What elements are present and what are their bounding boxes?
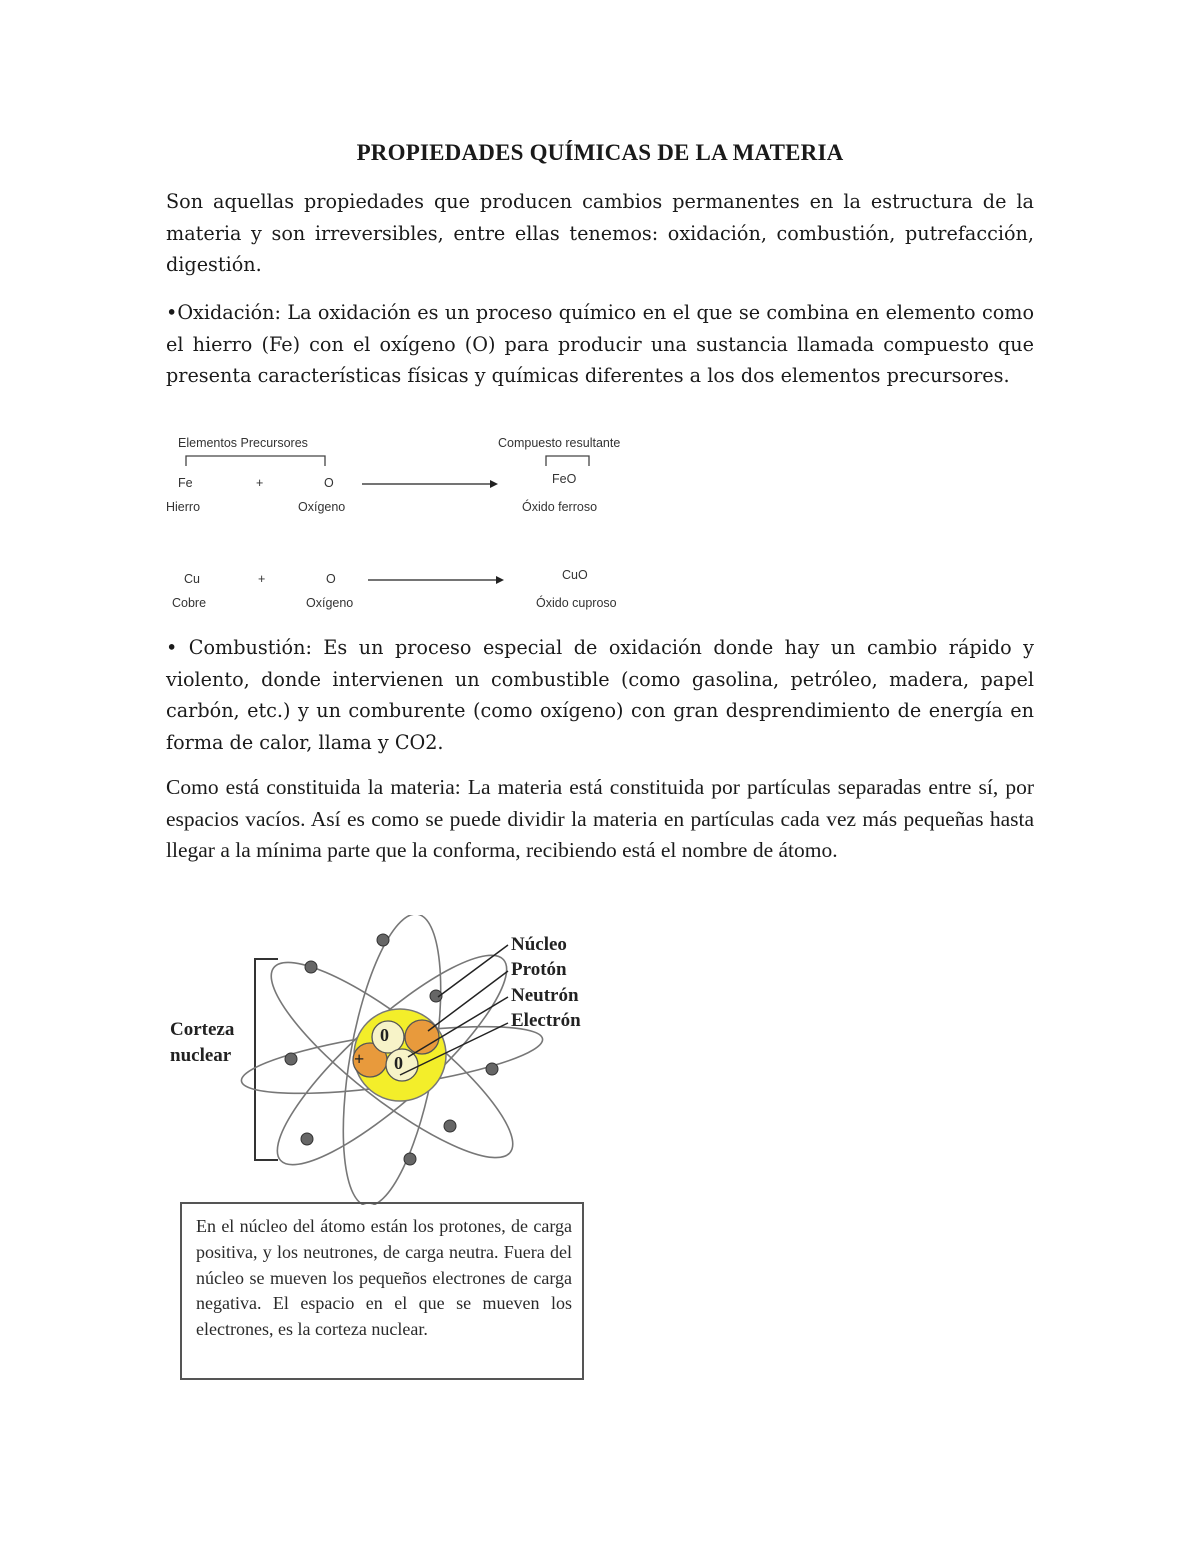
constitution-paragraph: Como está constituida la materia: La materia está constituida por partículas separadas entre sí, por espacios vacíos. Así es como se puede dividir la materia en partículas cada vez más pequeñas hasta llegar a la mínima parte que la conforma, recibiendo está el nombre de átomo. (166, 775, 1034, 862)
result-label: Compuesto resultante (498, 436, 621, 450)
cortex-label-line-1: Corteza (170, 1019, 235, 1040)
reaction-1-element-2-name: Oxígeno (298, 500, 346, 514)
electron-label: Electrón (511, 1010, 581, 1031)
combustion-paragraph: • Combustión: Es un proceso especial de oxidación donde hay un cambio rápido y violento, donde intervienen un combustible (como gasolina, petróleo, madera, papel carbón, etc.) y un comburente (como oxígeno) con gran desprendimiento de energía en forma de calor, llama y CO2. (166, 636, 1034, 754)
reaction-1-product-symbol: FeO (552, 472, 577, 486)
reaction-2-element-1-name: Cobre (172, 596, 207, 610)
reaction-2-element-1-symbol: Cu (184, 572, 200, 586)
intro-paragraph: Son aquellas propiedades que producen cambios permanentes en la estructura de la materia y son irreversibles, entre ellas tenemos: oxidación, combustión, putrefacción, digestión. (166, 190, 1034, 276)
reaction-1-plus: + (256, 476, 264, 490)
page-title: PROPIEDADES QUÍMICAS DE LA MATERIA (356, 140, 844, 165)
cortex-label-line-2: nuclear (170, 1045, 232, 1066)
reaction-2-product-symbol: CuO (562, 568, 588, 582)
reaction-1-element-1-symbol: Fe (178, 476, 193, 490)
reaction-1-element-2-symbol: O (324, 476, 334, 490)
electron (404, 1153, 416, 1165)
proton-mark: + (354, 1049, 365, 1069)
electron (305, 961, 317, 973)
neutron-mark: 0 (394, 1053, 403, 1073)
electron (377, 934, 389, 946)
nucleus-label: Núcleo (511, 934, 567, 955)
precursors-label: Elementos Precursores (178, 436, 308, 450)
neutron-mark: 0 (380, 1025, 389, 1045)
reaction-2-element-2-symbol: O (326, 572, 336, 586)
atom-note-box: En el núcleo del átomo están los protones, de carga positiva, y los neutrones, de carga neutra. Fuera del núcleo se mueven los pequeños electrones de carga negativa. El espacio en el que se mueven los electrones, es la corteza nuclear. (180, 1202, 584, 1380)
reaction-1-product-name: Óxido ferroso (522, 500, 598, 514)
electron (486, 1063, 498, 1075)
electron (444, 1120, 456, 1132)
reaction-lines (160, 430, 660, 620)
reaction-diagram (160, 430, 660, 620)
proton-label: Protón (511, 959, 567, 980)
reaction-1-element-1-name: Hierro (166, 500, 201, 514)
oxidation-paragraph: •Oxidación: La oxidación es un proceso químico en el que se combina en elemento como el hierro (Fe) con el oxígeno (O) para producir una sustancia llamada compuesto que presenta características físicas y químicas diferentes a los dos elementos precursores. (166, 301, 1034, 387)
atom-diagram (160, 915, 620, 1205)
reaction-2-plus: + (258, 572, 266, 586)
reaction-2-element-2-name: Oxígeno (306, 596, 354, 610)
neutron-label: Neutrón (511, 985, 579, 1006)
reaction-2-product-name: Óxido cuproso (536, 596, 617, 610)
electron (301, 1133, 313, 1145)
electron (285, 1053, 297, 1065)
